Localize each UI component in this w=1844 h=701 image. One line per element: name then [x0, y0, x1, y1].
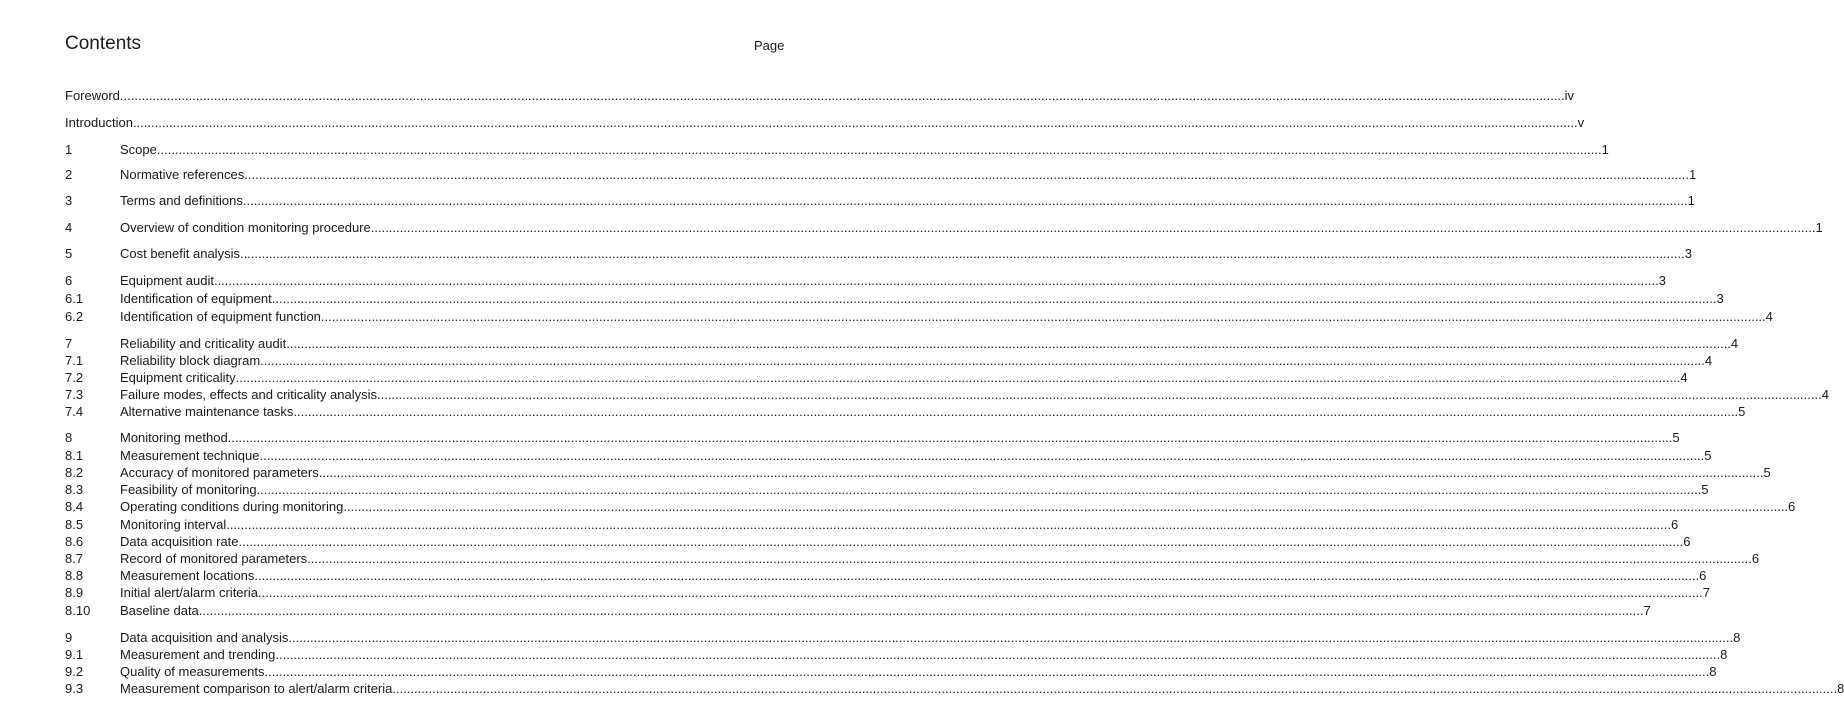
toc-section-number: 8.7 — [65, 551, 84, 566]
dot-leader: ................................................................................................................................................................................................................................................................................................................................................................................................................ — [239, 246, 1685, 261]
dot-leader: ................................................................................................................................................................................................................................................................................................................................................................................................................ — [293, 404, 1739, 419]
toc-page-number: 1 — [1687, 193, 1695, 208]
dot-leader: ................................................................................................................................................................................................................................................................................................................................................................................................................ — [271, 291, 1717, 306]
dot-leader: ................................................................................................................................................................................................................................................................................................................................................................................................................ — [213, 273, 1659, 288]
toc-page-number: 6 — [1670, 517, 1679, 532]
dot-leader: ................................................................................................................................................................................................................................................................................................................................................................................................................ — [238, 534, 1684, 549]
toc-page-number: 5 — [1672, 430, 1680, 445]
toc-page-number: 7 — [1702, 585, 1710, 600]
dot-leader: ................................................................................................................................................................................................................................................................................................................................................................................................................ — [275, 647, 1721, 662]
dot-leader: ................................................................................................................................................................................................................................................................................................................................................................................................................ — [264, 664, 1710, 679]
toc-entry[interactable] — [65, 603, 1651, 619]
toc-entry-title: Data acquisition rate — [120, 534, 239, 549]
toc-entry[interactable] — [65, 664, 1717, 680]
toc-entry[interactable] — [65, 220, 1823, 236]
toc-entry[interactable] — [65, 568, 1707, 584]
toc-entry-title: Measurement technique — [120, 448, 260, 463]
toc-section-number: 6.2 — [65, 309, 84, 324]
toc-section-number: 8.10 — [65, 603, 91, 618]
toc-page-number: 4 — [1680, 370, 1688, 385]
toc-section-number: 4 — [65, 220, 73, 235]
toc-section-number: 2 — [65, 167, 73, 182]
toc-section-number: 7.2 — [65, 370, 84, 385]
toc-entry[interactable] — [65, 534, 1691, 550]
toc-section-number: 7.3 — [65, 387, 84, 402]
toc-entry-title: Terms and definitions — [120, 193, 243, 208]
toc-entry[interactable] — [65, 370, 1688, 386]
dot-leader: ................................................................................................................................................................................................................................................................................................................................................................................................................ — [258, 585, 1703, 600]
toc-entry[interactable] — [65, 387, 1829, 403]
toc-entry[interactable] — [65, 630, 1741, 646]
toc-entry-title: Accuracy of monitored parameters — [120, 465, 319, 480]
toc-section-number: 1 — [65, 142, 73, 157]
dot-leader: ................................................................................................................................................................................................................................................................................................................................................................................................................ — [132, 115, 1578, 130]
dot-leader: ................................................................................................................................................................................................................................................................................................................................................................................................................ — [370, 220, 1816, 235]
toc-page-number: 4 — [1704, 353, 1713, 368]
toc-entry-title: Operating conditions during monitoring — [120, 499, 344, 514]
toc-entry-title: Feasibility of monitoring — [120, 482, 257, 497]
toc-page-number: 8 — [1837, 681, 1844, 696]
dot-leader: ................................................................................................................................................................................................................................................................................................................................................................................................................ — [226, 517, 1671, 532]
toc-entry[interactable] — [65, 193, 1695, 209]
toc-entry-title: Normative references — [120, 167, 245, 182]
dot-leader: ................................................................................................................................................................................................................................................................................................................................................................................................................ — [320, 309, 1766, 324]
dot-leader: ................................................................................................................................................................................................................................................................................................................................................................................................................ — [227, 430, 1673, 445]
toc-section-number: 6 — [65, 273, 73, 288]
toc-section-number: 8.3 — [65, 482, 84, 497]
toc-page-number: v — [1577, 115, 1585, 130]
toc-section-number: 8.2 — [65, 465, 84, 480]
dot-leader: ................................................................................................................................................................................................................................................................................................................................................................................................................ — [119, 88, 1565, 103]
toc-section-number: 5 — [65, 246, 73, 261]
toc-section-number: 9.2 — [65, 664, 84, 679]
toc-entry-title: Measurement comparison to alert/alarm criteria — [120, 681, 393, 696]
toc-entry-title: Measurement locations — [120, 568, 255, 583]
toc-section-number: 8 — [65, 430, 73, 445]
toc-entry[interactable] — [65, 115, 1585, 131]
toc-entry-title: Scope — [120, 142, 157, 157]
toc-entry-title: Reliability and criticality audit — [120, 336, 287, 351]
dot-leader: ................................................................................................................................................................................................................................................................................................................................................................................................................ — [235, 370, 1681, 385]
toc-entry-title: Failure modes, effects and criticality analysis — [120, 387, 377, 402]
toc-section-number: 7.4 — [65, 404, 84, 419]
toc-entry-title: Reliability block diagram — [120, 353, 261, 368]
dot-leader: ................................................................................................................................................................................................................................................................................................................................................................................................................ — [343, 499, 1789, 514]
toc-page-number: 5 — [1704, 448, 1712, 463]
toc-entry[interactable] — [65, 465, 1771, 481]
toc-page-number: iv — [1564, 88, 1575, 103]
dot-leader: ................................................................................................................................................................................................................................................................................................................................................................................................................ — [392, 681, 1838, 696]
toc-entry-title: Cost benefit analysis — [120, 246, 240, 261]
toc-entry-title: Alternative maintenance tasks — [120, 404, 294, 419]
toc-section-number: 8.5 — [65, 517, 84, 532]
dot-leader: ................................................................................................................................................................................................................................................................................................................................................................................................................ — [156, 142, 1602, 157]
dot-leader: ................................................................................................................................................................................................................................................................................................................................................................................................................ — [307, 551, 1752, 566]
contents-title: Contents — [65, 33, 142, 54]
toc-section-number: 8.9 — [65, 585, 84, 600]
toc-entry[interactable] — [65, 499, 1796, 515]
toc-entry-title: Equipment audit — [120, 273, 214, 288]
toc-page-number: 6 — [1699, 568, 1707, 583]
toc-section-number: 9.1 — [65, 647, 84, 662]
dot-leader: ................................................................................................................................................................................................................................................................................................................................................................................................................ — [288, 630, 1734, 645]
toc-entry-title: Introduction — [65, 115, 133, 130]
dot-leader: ................................................................................................................................................................................................................................................................................................................................................................................................................ — [376, 387, 1822, 402]
toc-section-number: 9 — [65, 630, 73, 645]
dot-leader: ................................................................................................................................................................................................................................................................................................................................................................................................................ — [318, 465, 1764, 480]
toc-section-number: 7.1 — [65, 353, 84, 368]
toc-entry-title: Monitoring method — [120, 430, 228, 445]
toc-page-number: 5 — [1701, 482, 1709, 497]
dot-leader: ................................................................................................................................................................................................................................................................................................................................................................................................................ — [286, 336, 1731, 351]
toc-entry-title: Quality of measurements — [120, 664, 265, 679]
toc-entry[interactable] — [65, 404, 1746, 420]
toc-entry-title: Baseline data — [120, 603, 199, 618]
dot-leader: ................................................................................................................................................................................................................................................................................................................................................................................................................ — [242, 193, 1688, 208]
toc-entry[interactable] — [65, 482, 1709, 498]
dot-leader: ................................................................................................................................................................................................................................................................................................................................................................................................................ — [260, 353, 1705, 368]
page-column-header: Page — [754, 38, 785, 53]
toc-entry[interactable] — [65, 647, 1728, 663]
toc-entry-title: Initial alert/alarm criteria — [120, 585, 258, 600]
toc-section-number: 7 — [65, 336, 73, 351]
toc-entry-title: Record of monitored parameters — [120, 551, 308, 566]
toc-entry-title: Data acquisition and analysis — [120, 630, 289, 645]
toc-entry[interactable] — [65, 273, 1666, 289]
toc-page-number: 1 — [1689, 167, 1697, 182]
toc-entry[interactable] — [65, 88, 1575, 104]
toc-entry[interactable] — [65, 353, 1713, 369]
dot-leader: ................................................................................................................................................................................................................................................................................................................................................................................................................ — [254, 568, 1700, 583]
toc-page-number: 5 — [1738, 404, 1746, 419]
toc-section-number: 8.1 — [65, 448, 84, 463]
toc-page-number: 4 — [1765, 309, 1773, 324]
toc-section-number: 8.6 — [65, 534, 84, 549]
dot-leader: ................................................................................................................................................................................................................................................................................................................................................................................................................ — [259, 448, 1705, 463]
toc-entry[interactable] — [65, 585, 1710, 601]
toc-entry-title: Monitoring interval — [120, 517, 227, 532]
toc-entry-title: Identification of equipment — [120, 291, 272, 306]
toc-section-number: 6.1 — [65, 291, 84, 306]
toc-entry[interactable] — [65, 309, 1773, 325]
dot-leader: ................................................................................................................................................................................................................................................................................................................................................................................................................ — [198, 603, 1644, 618]
toc-section-number: 8.8 — [65, 568, 84, 583]
toc-page-number: 6 — [1751, 551, 1760, 566]
toc-page-number: 8 — [1709, 664, 1717, 679]
toc-page-number: 1 — [1815, 220, 1823, 235]
toc-entry[interactable] — [65, 142, 1609, 158]
toc-page-number: 8 — [1720, 647, 1728, 662]
toc-section-number: 3 — [65, 193, 73, 208]
toc-page-number: 4 — [1730, 336, 1739, 351]
page-cutoff — [0, 696, 806, 701]
toc-entry[interactable] — [65, 291, 1724, 307]
toc-page-number: 6 — [1683, 534, 1691, 549]
dot-leader: ................................................................................................................................................................................................................................................................................................................................................................................................................ — [256, 482, 1702, 497]
toc-page-number: 8 — [1733, 630, 1741, 645]
toc-entry[interactable] — [65, 448, 1712, 464]
toc-page-number: 7 — [1643, 603, 1651, 618]
toc-page-number: 3 — [1716, 291, 1724, 306]
toc-entry-title: Overview of condition monitoring procedure — [120, 220, 371, 235]
toc-page-number: 1 — [1601, 142, 1609, 157]
toc-entry[interactable] — [65, 517, 1679, 533]
toc-section-number: 8.4 — [65, 499, 84, 514]
toc-entry[interactable] — [65, 551, 1760, 567]
toc-page-number: 4 — [1821, 387, 1829, 402]
toc-page-number: 3 — [1658, 273, 1666, 288]
dot-leader: ................................................................................................................................................................................................................................................................................................................................................................................................................ — [244, 167, 1690, 182]
toc-entry-title: Equipment criticality — [120, 370, 236, 385]
toc-entry-title: Measurement and trending — [120, 647, 276, 662]
toc-section-number: 9.3 — [65, 681, 84, 696]
toc-page-number: 3 — [1684, 246, 1692, 261]
toc-entry[interactable] — [65, 246, 1692, 262]
toc-entry[interactable] — [65, 336, 1739, 352]
toc-entry-title: Identification of equipment function — [120, 309, 321, 324]
toc-entry[interactable] — [65, 681, 1844, 697]
toc-entry[interactable] — [65, 167, 1697, 183]
toc-page-number: 6 — [1788, 499, 1796, 514]
toc-page-number: 5 — [1763, 465, 1771, 480]
toc-entry-title: Foreword — [65, 88, 120, 103]
toc-entry[interactable] — [65, 430, 1680, 446]
